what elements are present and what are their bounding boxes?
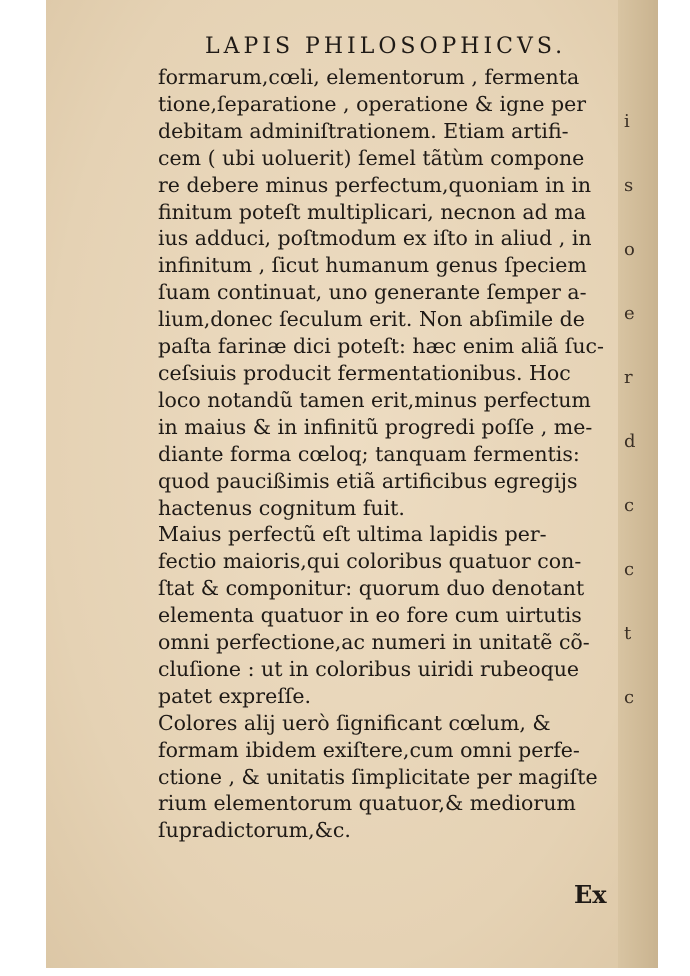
text-line: rium elementorum quatuor,& mediorum	[158, 791, 576, 816]
edge-mark: o	[624, 239, 635, 260]
text-line: ſtat & componitur: quorum duo denotant	[158, 576, 585, 601]
text-line: loco notandũ tamen erit,minus perfectum	[158, 387, 591, 412]
text-line: diante forma cœloq; tanquam fermentis:	[158, 441, 580, 466]
edge-mark: t	[624, 623, 632, 644]
text-line: ſuam continuat, uno generante ſemper a-	[158, 280, 587, 305]
edge-mark: c	[624, 559, 635, 580]
body-text	[158, 64, 628, 844]
edge-mark: r	[624, 367, 633, 388]
text-line: debitam adminiſtrationem. Etiam artifi-	[158, 118, 569, 143]
text-line: formarum,cœli, elementorum , fermenta	[158, 65, 580, 89]
edge-mark: e	[624, 303, 635, 324]
text-line: ceſsiuis producit fermentationibus. Hoc	[158, 360, 571, 385]
text-line: ctione , & unitatis ſimplicitate per magiſte	[158, 764, 598, 789]
edge-mark: i	[624, 111, 630, 132]
text-line: re debere minus perfectum,quoniam in in	[158, 172, 592, 197]
text-line: hactenus cognitum fuit.	[158, 495, 405, 520]
edge-mark: s	[624, 175, 634, 196]
text-line: formam ibidem exiſtere,cum omni perfe-	[158, 737, 580, 762]
text-line: quod paucißimis etiã artificibus egregijs	[158, 468, 578, 493]
text-line: infinitum , ſicut humanum genus ſpeciem	[158, 253, 587, 278]
edge-mark: d	[624, 431, 636, 452]
catchword: Ex	[574, 880, 607, 909]
text-line: in maius & in infinitũ progredi poſſe , me-	[158, 414, 593, 439]
text-line: paſta farinæ dici poteſt: hæc enim aliã ſuc-	[158, 334, 604, 359]
text-line: cluſione : ut in coloribus uiridi rubeoque	[158, 656, 580, 681]
text-line: elementa quatuor in eo fore cum uirtutis	[158, 603, 582, 628]
text-line: Maius perfectũ eſt ultima lapidis per-	[158, 522, 547, 547]
text-line: ius adduci, poſtmodum ex iſto in aliud , in	[158, 226, 592, 251]
text-line: cem ( ubi uoluerit) ſemel tãtùm compone	[158, 145, 585, 170]
text-line: tione,ſeparatione , operatione & igne per	[158, 91, 587, 116]
text-line: fectio maioris,qui coloribus quatuor con-	[158, 549, 582, 574]
running-header: LAPIS PHILOSOPHICVS.	[205, 34, 567, 59]
text-line: Colores alij uerò ſignificant cœlum, &	[158, 710, 551, 735]
edge-mark: c	[624, 495, 635, 516]
text-line: omni perfectione,ac numeri in unitatẽ cõ-	[158, 630, 590, 655]
text-line: patet expreſſe.	[158, 683, 312, 708]
text-line: lium,donec ſeculum erit. Non abſimile de	[158, 307, 585, 332]
text-line: finitum poteſt multiplicari, necnon ad ma	[158, 199, 586, 224]
edge-mark: c	[624, 687, 635, 708]
text-line: ſupradictorum,&c.	[158, 818, 351, 843]
